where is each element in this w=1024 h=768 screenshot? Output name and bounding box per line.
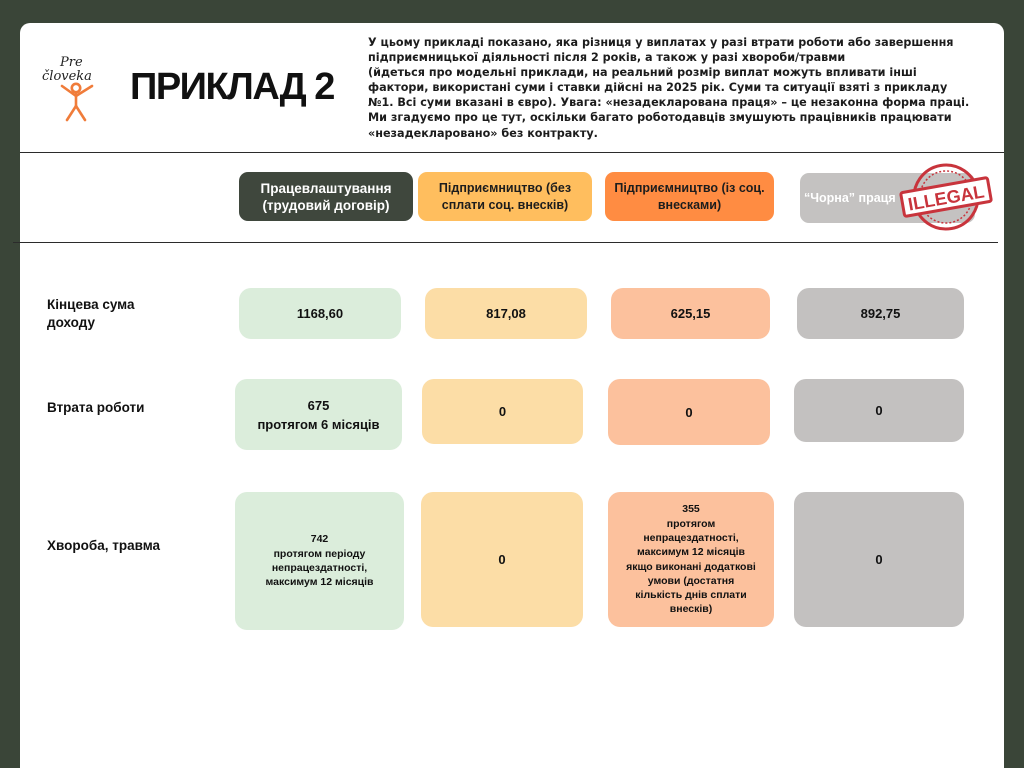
header-line: Підприємництво (без [438, 180, 572, 195]
illness-employment-line: протягом періоду [273, 547, 366, 560]
job-loss-employment-value: 675 [307, 397, 330, 413]
job-loss-employment [235, 379, 402, 450]
row-label-job-loss: Втрата роботи [47, 400, 145, 415]
illness-contrib-line: 355 [682, 503, 700, 516]
intro-line: «незадекларовано» без контракту. [368, 126, 598, 140]
intro-text [368, 35, 998, 141]
header-black-work-label: “Чорна” праця [804, 190, 896, 205]
illness-contrib-line: кількість днів сплати [635, 589, 747, 602]
illness-entrepreneur-no-contrib: 0 [421, 492, 583, 627]
income-entrepreneur-contrib: 625,15 [611, 288, 770, 339]
intro-line: У цьому прикладі показано, яка різниця у виплатах у разі втрати роботи або завершення [368, 36, 954, 49]
illness-entrepreneur-contrib [608, 492, 774, 627]
logo-text-bottom: človeka [42, 69, 92, 84]
intro-line: фактори, використані суми і ставки дійсні на 2025 рік. Суми та ситуації взяті з прикладу [368, 81, 948, 95]
intro-line: (йдеться про модельні приклади, на реальний розмір виплат можуть впливати інші [368, 66, 917, 80]
illness-employment-line: непрацездатності, [271, 562, 368, 574]
job-loss-entrepreneur-no-contrib: 0 [422, 379, 583, 444]
stamp-text: ILLEGAL [906, 181, 986, 215]
illness-contrib-line: умови (достатня [647, 574, 735, 587]
job-loss-employment-note: протягом 6 місяців [257, 416, 380, 432]
header-employment [239, 172, 413, 221]
illness-contrib-line: якщо виконані додаткові [626, 560, 756, 573]
illness-contrib-line: максимум 12 місяців [637, 546, 745, 559]
header-entrepreneur-no-contrib [418, 172, 592, 221]
job-loss-black-work: 0 [794, 379, 964, 442]
header-employment-line1: Працевлаштування [260, 180, 392, 196]
logo-text-top: Pre [60, 55, 83, 70]
pre-cloveka-logo [40, 50, 115, 122]
header-employment-line2: (трудовий договір) [262, 197, 390, 213]
illness-contrib-line: непрацездатності, [643, 531, 739, 544]
header-line: Підприємництво (із соц. [614, 180, 765, 195]
intro-line: підприємницької діяльності після 2 років, а також у разі хвороби/травми [368, 51, 846, 65]
column-divider [13, 242, 998, 243]
logo-graphic [40, 50, 115, 122]
income-entrepreneur-no-contrib: 817,08 [425, 288, 587, 339]
row-label-income [47, 296, 217, 332]
row-label-line: Кінцева сума [47, 297, 135, 312]
row-label-line: доходу [47, 315, 95, 330]
header-line: сплати соц. внесків) [441, 197, 569, 212]
header-divider [20, 152, 1004, 153]
income-employment: 1168,60 [239, 288, 401, 339]
page-title: ПРИКЛАД 2 [130, 66, 334, 108]
illegal-stamp-icon [898, 162, 994, 232]
header-entrepreneur-contrib [605, 172, 774, 221]
illness-contrib-line: внесків) [669, 603, 713, 616]
header-line: внесками) [657, 197, 722, 212]
job-loss-entrepreneur-contrib: 0 [608, 379, 770, 445]
illness-black-work: 0 [794, 492, 964, 627]
income-black-work: 892,75 [797, 288, 964, 339]
illness-employment [235, 492, 404, 630]
illness-employment-line: 742 [310, 533, 329, 546]
intro-line: №1. Всі суми вказані в євро). Увага: «незадекларована праця» – це незаконна форма праці. [368, 96, 970, 110]
row-label-illness: Хвороба, травма [47, 538, 161, 553]
illness-employment-line: максимум 12 місяців [265, 576, 374, 589]
intro-line: Ми згадуємо про це тут, оскільки багато роботодавців змушують працівників працювати [368, 111, 952, 125]
illness-contrib-line: протягом [666, 517, 716, 530]
